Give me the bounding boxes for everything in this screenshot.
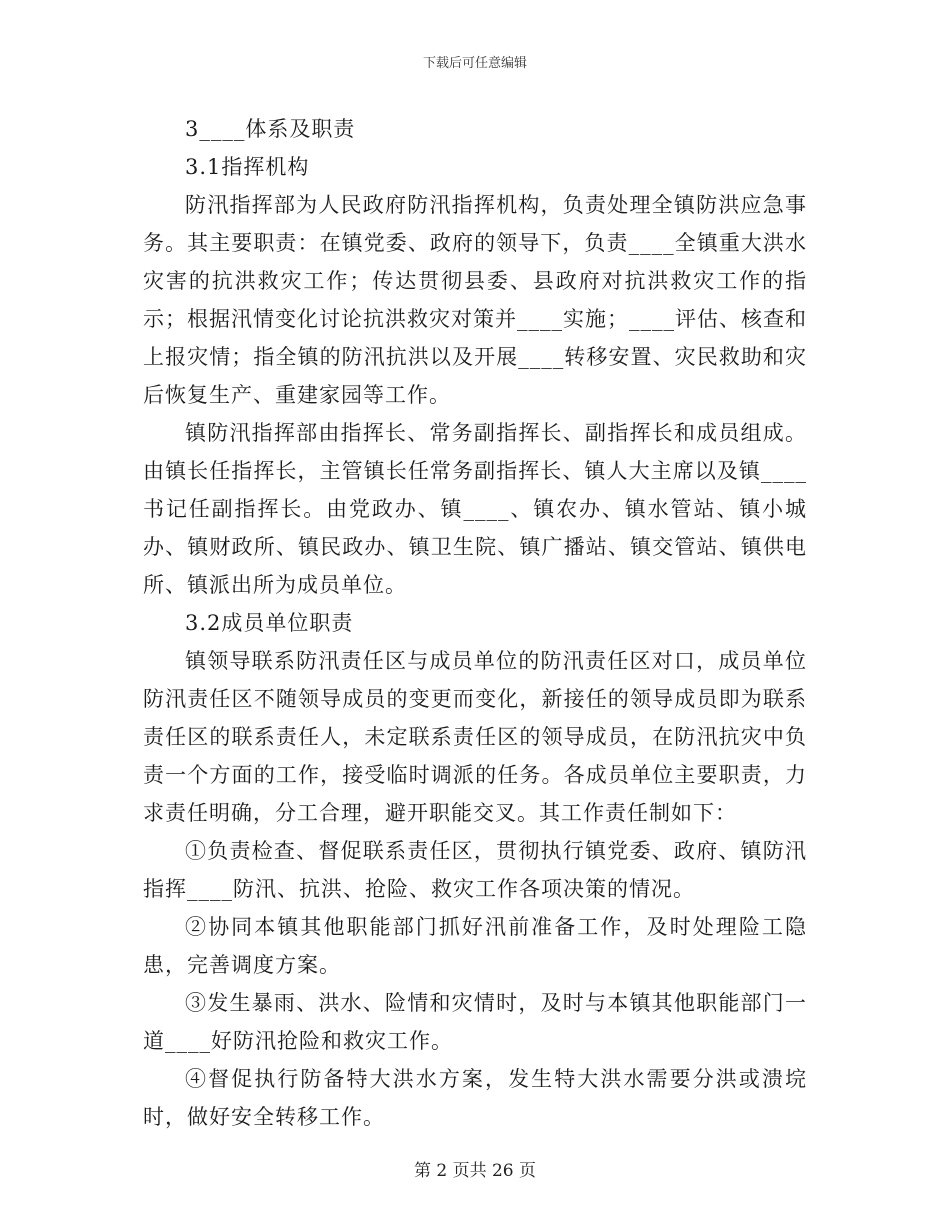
page-header: 下载后可任意编辑 bbox=[422, 56, 527, 71]
paragraph: 防汛指挥部为人民政府防汛指挥机构，负责处理全镇防洪应急事务。其主要职责：在镇党委、政府的领导下，负责____全镇重大洪水灾害的抗洪救灾工作；传达贯彻县委、县政府对抗洪救灾工作的指示；根据汛情变化讨论抗洪救灾对策并____实施；____评估、核查和上报灾情；指全镇的防汛抗洪以及开展____转移安置、灾民救助和灾后恢复生产、重建家园等工作。 bbox=[143, 193, 807, 407]
subsection-heading: 3.2成员单位职责 bbox=[185, 611, 354, 635]
subsection-heading: 3.1指挥机构 bbox=[185, 155, 310, 179]
page-footer: 第 2 页共 26 页 bbox=[413, 1161, 537, 1181]
list-item: ②协同本镇其他职能部门抓好汛前准备工作，及时处理险工隐患，完善调度方案。 bbox=[143, 915, 807, 977]
paragraph: 镇防汛指挥部由指挥长、常务副指挥长、副指挥长和成员组成。由镇长任指挥长，主管镇长任常务副指挥长、镇人大主席以及镇____书记任副指挥长。由党政办、镇____、镇农办、镇水管站、镇小城办、镇财政所、镇民政办、镇卫生院、镇广播站、镇交管站、镇供电所、镇派出所为成员单位。 bbox=[143, 421, 807, 597]
document-body bbox=[143, 110, 807, 1136]
section-heading: 3____体系及职责 bbox=[185, 117, 356, 141]
list-item: ①负责检查、督促联系责任区，贯彻执行镇党委、政府、镇防汛指挥____防汛、抗洪、抢险、救灾工作各项决策的情况。 bbox=[143, 839, 807, 901]
list-item: ④督促执行防备特大洪水方案，发生特大洪水需要分洪或溃垸时，做好安全转移工作。 bbox=[143, 1067, 807, 1129]
paragraph: 镇领导联系防汛责任区与成员单位的防汛责任区对口，成员单位防汛责任区不随领导成员的变更而变化，新接任的领导成员即为联系责任区的联系责任人，未定联系责任区的领导成员，在防汛抗灾中负责一个方面的工作，接受临时调派的任务。各成员单位主要职责，力求责任明确，分工合理，避开职能交叉。其工作责任制如下： bbox=[143, 649, 807, 825]
list-item: ③发生暴雨、洪水、险情和灾情时，及时与本镇其他职能部门一道____好防汛抢险和救灾工作。 bbox=[143, 991, 807, 1053]
